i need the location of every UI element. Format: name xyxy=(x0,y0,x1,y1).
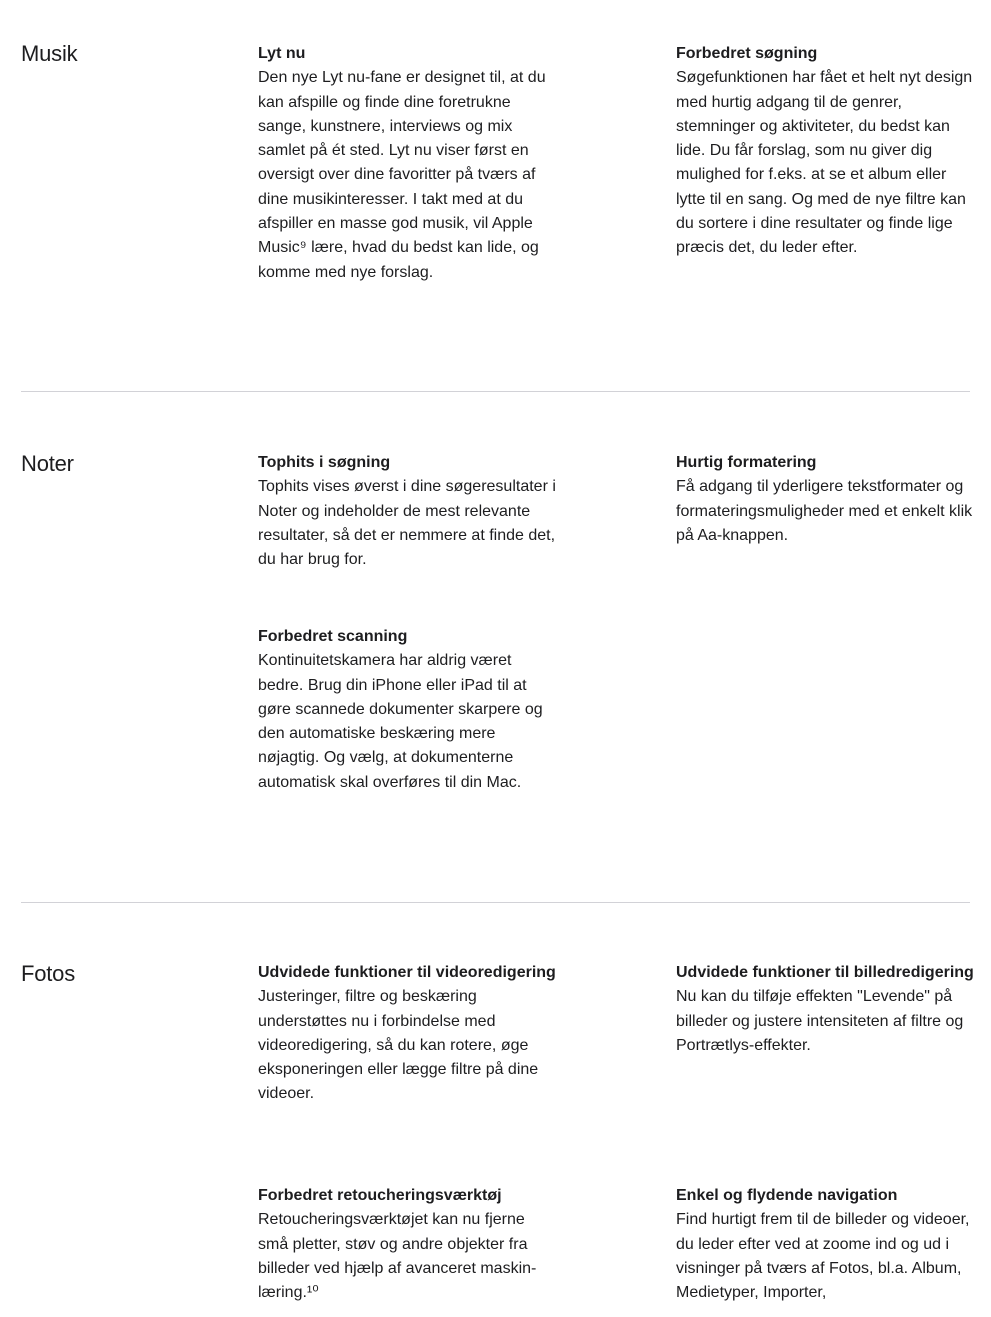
feature-title: Lyt nu xyxy=(258,45,306,62)
feature-body: Nu kan du tilføje effekten "Levende" på billeder og justere intensiteten af filtre og Portrætlys-effekter. xyxy=(676,988,964,1054)
section-title-noter: Noter xyxy=(21,451,74,476)
feature-body: Søgefunktionen har fået et helt nyt design med hurtig adgang til de genrer, stemninger og aktiviteter, du bedst kan lide. Du får forslag, som nu giver dig mulighed for f.eks. at se et album eller lytte til en sang. Og med de nye filtre kan du sortere i dine resultater og finde lige præcis det, du leder efter. xyxy=(676,69,973,257)
feature-videoredigering xyxy=(258,961,558,1107)
feature-body: Kontinuitetskamera har aldrig været bedre. Brug din iPhone eller iPad til at gøre scannede dokumenter skarpere og den automatiske beskæring mere nøjagtig. Og vælg, at dokumenterne automatisk skal overføres til din Mac. xyxy=(258,652,543,791)
feature-body: Den nye Lyt nu-fane er designet til, at du kan afspille og finde dine foretrukne sange, kunstnere, interviews og mix samlet på ét sted. Lyt nu viser først en oversigt over dine favoritter på tværs af dine musikinteresser. I takt med at du afspiller en masse god musik, vil Apple Music⁹ lære, hvad du bedst kan lide, og komme med nye forslag. xyxy=(258,69,546,281)
feature-body: Find hurtigt frem til de billeder og videoer, du leder efter ved at zoome ind og ud i visninger på tværs af Fotos, bl.a. Album, Medietyper, Importer, xyxy=(676,1211,970,1302)
feature-body: Justeringer, filtre og beskæring understøttes nu i forbindelse med videoredigering, så du kan rotere, øge eksponeringen eller lægge filtre på dine videoer. xyxy=(258,988,539,1103)
feature-tophits xyxy=(258,451,558,572)
feature-title: Tophits i søgning xyxy=(258,454,391,471)
feature-title: Forbedret retoucheringsværktøj xyxy=(258,1187,502,1204)
feature-body: Få adgang til yderligere tekstformater og formateringsmuligheder med et enkelt klik på Aa-knappen. xyxy=(676,478,973,544)
feature-lyt-nu xyxy=(258,42,558,285)
feature-body: Tophits vises øverst i dine søgeresultater i Noter og indeholder de mest relevante resultater, så det er nemmere at finde det, du har brug for. xyxy=(258,478,556,569)
feature-title: Hurtig formatering xyxy=(676,454,817,471)
feature-title: Udvidede funktioner til videoredigering xyxy=(258,964,556,981)
feature-navigation xyxy=(676,1184,976,1305)
feature-title: Forbedret scanning xyxy=(258,628,408,645)
section-title-musik: Musik xyxy=(21,41,78,66)
feature-hurtig-formatering xyxy=(676,451,976,548)
feature-forbedret-soegning xyxy=(676,42,976,261)
section-divider xyxy=(21,391,970,392)
section-title-fotos: Fotos xyxy=(21,961,76,986)
feature-title: Enkel og flydende navigation xyxy=(676,1187,898,1204)
feature-title: Forbedret søgning xyxy=(676,45,818,62)
feature-forbedret-scanning xyxy=(258,625,558,795)
feature-retoucheringsvaerktoej xyxy=(258,1184,558,1305)
feature-body: Retoucheringsværktøjet kan nu fjerne små pletter, støv og andre objekter fra billeder ved hjælp af avanceret maskin-læring.¹⁰ xyxy=(258,1211,537,1302)
section-divider xyxy=(21,902,970,903)
feature-title: Udvidede funktioner til billedredigering xyxy=(676,964,974,981)
feature-billedredigering xyxy=(676,961,976,1058)
